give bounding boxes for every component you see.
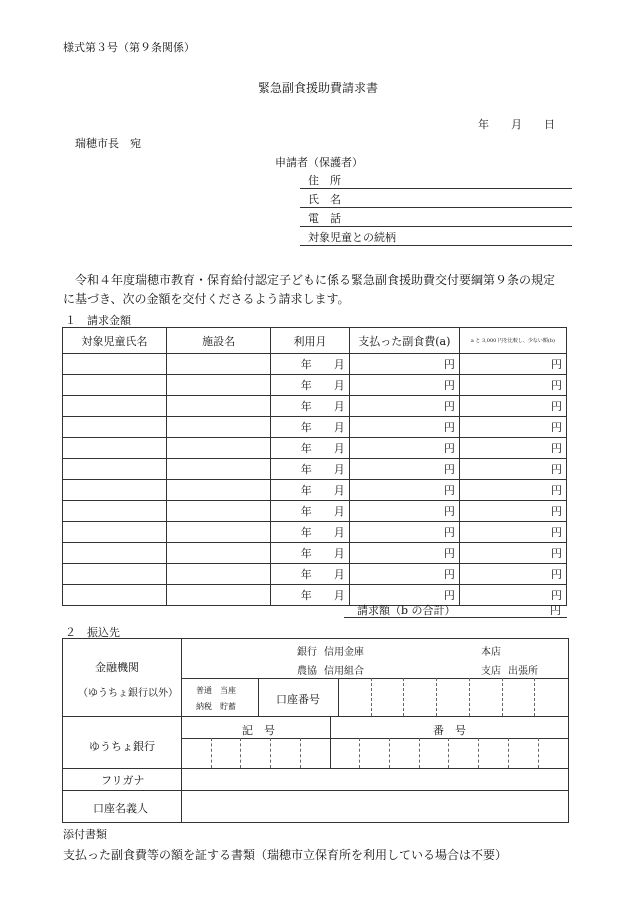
cell-child-name[interactable] (63, 501, 167, 522)
cell-lesser[interactable]: 円 (459, 543, 566, 564)
cell-facility[interactable] (167, 543, 271, 564)
cell-paid[interactable]: 円 (349, 564, 459, 585)
cell-lesser[interactable]: 円 (459, 354, 566, 375)
cell-facility[interactable] (167, 585, 271, 606)
cell-paid[interactable]: 円 (349, 396, 459, 417)
table-row (63, 522, 567, 543)
date-year: 年 (478, 118, 489, 131)
cell-month[interactable]: 年 月 (271, 354, 350, 375)
account-digit-box[interactable] (534, 678, 535, 716)
cell-paid[interactable]: 円 (349, 480, 459, 501)
attachments-item: 支払った副食費等の額を証する書類（瑞穂市立保育所を利用している場合は不要） (63, 848, 508, 862)
cell-month[interactable]: 年 月 (271, 501, 350, 522)
cell-facility[interactable] (167, 564, 271, 585)
cell-facility[interactable] (167, 417, 271, 438)
total-yen: 円 (550, 604, 561, 617)
cell-paid[interactable]: 円 (349, 501, 459, 522)
cell-month[interactable]: 年 月 (271, 522, 350, 543)
cell-paid[interactable]: 円 (349, 522, 459, 543)
yucho-digit-box[interactable] (478, 738, 479, 768)
cell-facility[interactable] (167, 396, 271, 417)
attachments-heading: 添付書類 (63, 828, 107, 841)
cell-child-name[interactable] (63, 459, 167, 480)
branch-main: 本店 (481, 647, 501, 658)
yucho-digit-box[interactable] (508, 738, 509, 768)
account-number-label: 口座番号 (276, 693, 320, 706)
cell-month[interactable]: 年 月 (271, 375, 350, 396)
header-child-name: 対象児童氏名 (63, 328, 167, 354)
cell-facility[interactable] (167, 522, 271, 543)
cell-facility[interactable] (167, 375, 271, 396)
table-row (63, 417, 567, 438)
cell-lesser[interactable]: 円 (459, 480, 566, 501)
cell-month[interactable]: 年 月 (271, 585, 350, 606)
header-paid: 支払った副食費(a) (349, 328, 459, 354)
section1-heading: １ 請求金額 (65, 314, 131, 327)
cell-child-name[interactable] (63, 438, 167, 459)
cell-lesser[interactable]: 円 (459, 459, 566, 480)
account-digit-box[interactable] (436, 678, 437, 716)
cell-lesser[interactable]: 円 (459, 501, 566, 522)
yucho-digit-box[interactable] (448, 738, 449, 768)
applicant-field-label: 住 所 (308, 174, 341, 187)
account-digit-box[interactable] (403, 678, 404, 716)
account-digit-box[interactable] (469, 678, 470, 716)
total-label: 請求額（b の合計） (357, 604, 456, 617)
cell-month[interactable]: 年 月 (271, 417, 350, 438)
cell-child-name[interactable] (63, 480, 167, 501)
yucho-digit-box[interactable] (330, 738, 331, 768)
cell-paid[interactable]: 円 (349, 354, 459, 375)
cell-paid[interactable]: 円 (349, 438, 459, 459)
account-digit-box[interactable] (502, 678, 503, 716)
cell-facility[interactable] (167, 480, 271, 501)
cell-lesser[interactable]: 円 (459, 438, 566, 459)
applicant-field-label: 対象児童との続柄 (308, 231, 396, 244)
number-label: 番 号 (433, 724, 466, 737)
yucho-digit-box[interactable] (359, 738, 360, 768)
cell-month[interactable]: 年 月 (271, 396, 350, 417)
cell-facility[interactable] (167, 459, 271, 480)
fi-note: （ゆうちょ銀行以外） (78, 688, 178, 699)
table-row (63, 438, 567, 459)
cell-child-name[interactable] (63, 354, 167, 375)
account-digit-box[interactable] (338, 678, 339, 716)
cell-paid[interactable]: 円 (349, 459, 459, 480)
date-day: 日 (544, 118, 555, 131)
bank-type-nokyo: 農協 (297, 666, 317, 677)
bank-type-bank: 銀行 (297, 647, 317, 658)
yucho-label: ゆうちょ銀行 (89, 740, 155, 753)
document-title: 緊急副食援助費請求書 (258, 81, 379, 95)
yucho-digit-box[interactable] (419, 738, 420, 768)
yucho-divider (330, 716, 331, 738)
date-month: 月 (511, 118, 522, 131)
addressee: 瑞穂市長 宛 (75, 137, 141, 150)
cell-month[interactable]: 年 月 (271, 459, 350, 480)
financial-institution-label: 金融機関 (95, 661, 139, 674)
yucho-digit-box[interactable] (240, 738, 241, 768)
applicant-field-line (300, 188, 572, 189)
header-month: 利用月 (271, 328, 350, 354)
cell-child-name[interactable] (63, 417, 167, 438)
table-row (63, 396, 567, 417)
yucho-digit-box[interactable] (211, 738, 212, 768)
account-types-2: 納税 貯蓄 (196, 702, 236, 711)
cell-lesser[interactable]: 円 (459, 585, 566, 606)
cell-child-name[interactable] (63, 375, 167, 396)
account-types-1: 普通 当座 (196, 686, 236, 695)
cell-child-name[interactable] (63, 543, 167, 564)
section2-heading: ２ 振込先 (65, 626, 120, 639)
yucho-digit-box[interactable] (389, 738, 390, 768)
applicant-field-line (300, 207, 572, 208)
total-underline (344, 617, 567, 618)
account-digit-box[interactable] (371, 678, 372, 716)
branch-office: 出張所 (508, 666, 538, 677)
cell-lesser[interactable]: 円 (459, 396, 566, 417)
cell-child-name[interactable] (63, 396, 167, 417)
body-line-1: 令和４年度瑞穂市教育・保育給付認定子どもに係る緊急副食援助費交付要綱第９条の規定 (63, 273, 556, 287)
cell-paid[interactable]: 円 (349, 543, 459, 564)
table-row (63, 354, 567, 375)
header-facility: 施設名 (167, 328, 271, 354)
cell-child-name[interactable] (63, 522, 167, 543)
cell-lesser[interactable]: 円 (459, 375, 566, 396)
cell-lesser[interactable]: 円 (459, 522, 566, 543)
cell-lesser[interactable]: 円 (459, 417, 566, 438)
applicant-field-label: 氏 名 (308, 193, 341, 206)
applicant-field-label: 電 話 (308, 212, 341, 225)
table-row (63, 501, 567, 522)
table-row (63, 564, 567, 585)
cell-facility[interactable] (167, 438, 271, 459)
cell-paid[interactable]: 円 (349, 585, 459, 606)
account-holder-label: 口座名義人 (93, 802, 148, 815)
body-line-2: に基づき、次の金額を交付くださるよう請求します。 (63, 292, 350, 306)
cell-month[interactable]: 年 月 (271, 543, 350, 564)
cell-month[interactable]: 年 月 (271, 564, 350, 585)
cell-month[interactable]: 年 月 (271, 438, 350, 459)
bank-type-kumiai: 信用組合 (324, 666, 364, 677)
cell-month[interactable]: 年 月 (271, 480, 350, 501)
claim-table (62, 327, 567, 606)
cell-lesser[interactable]: 円 (459, 564, 566, 585)
bank-type-shinkin: 信用金庫 (324, 647, 364, 658)
symbol-label: 記 号 (242, 724, 275, 737)
furigana-label: フリガナ (101, 774, 145, 787)
cell-facility[interactable] (167, 501, 271, 522)
cell-child-name[interactable] (63, 585, 167, 606)
yucho-digit-box[interactable] (538, 738, 539, 768)
form-number: 様式第３号（第９条関係） (63, 41, 195, 54)
table-row (63, 375, 567, 396)
applicant-heading: 申請者（保護者） (275, 156, 363, 169)
cell-facility[interactable] (167, 354, 271, 375)
table-row (63, 459, 567, 480)
applicant-field-line (300, 226, 572, 227)
yucho-digit-box[interactable] (300, 738, 301, 768)
table-row (63, 585, 567, 606)
branch-branch: 支店 (481, 666, 501, 677)
cell-paid[interactable]: 円 (349, 417, 459, 438)
header-lesser: a と 3,000 円を比較し、少ない額(b) (459, 328, 566, 354)
table-row (63, 543, 567, 564)
cell-child-name[interactable] (63, 564, 167, 585)
applicant-field-line (300, 245, 572, 246)
table-row (63, 480, 567, 501)
cell-paid[interactable]: 円 (349, 375, 459, 396)
yucho-digit-box[interactable] (270, 738, 271, 768)
